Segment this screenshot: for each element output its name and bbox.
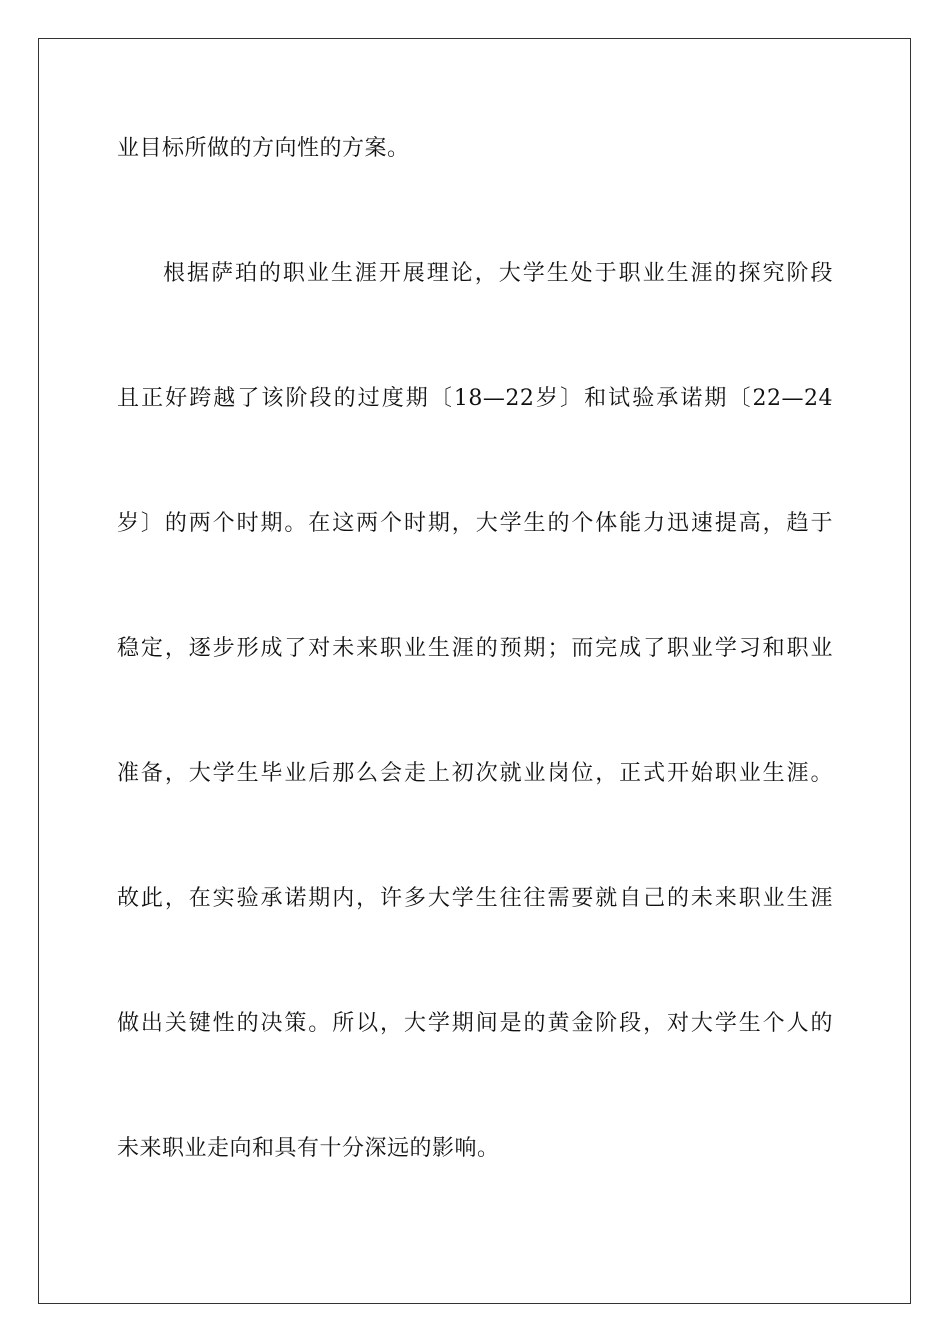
- text-line-4: 岁〕的两个时期。在这两个时期，大学生的个体能力迅速提高，趋于: [117, 511, 833, 536]
- text-line-5: 稳定，逐步形成了对未来职业生涯的预期；而完成了职业学习和职业: [117, 636, 833, 661]
- page-border: [38, 38, 911, 1304]
- text-line-2: 根据萨珀的职业生涯开展理论，大学生处于职业生涯的探究阶段: [163, 261, 833, 286]
- text-line-7: 故此，在实验承诺期内，许多大学生往往需要就自己的未来职业生涯: [117, 886, 833, 911]
- text-line-6: 准备，大学生毕业后那么会走上初次就业岗位，正式开始职业生涯。: [117, 761, 833, 786]
- text-line-3: 且正好跨越了该阶段的过度期〔18—22岁〕和试验承诺期〔22—24: [117, 386, 833, 411]
- text-line-8: 做出关键性的决策。所以，大学期间是的黄金阶段，对大学生个人的: [117, 1011, 833, 1036]
- text-line-1: 业目标所做的方向性的方案。: [117, 136, 410, 161]
- text-line-9: 未来职业走向和具有十分深远的影响。: [117, 1136, 500, 1161]
